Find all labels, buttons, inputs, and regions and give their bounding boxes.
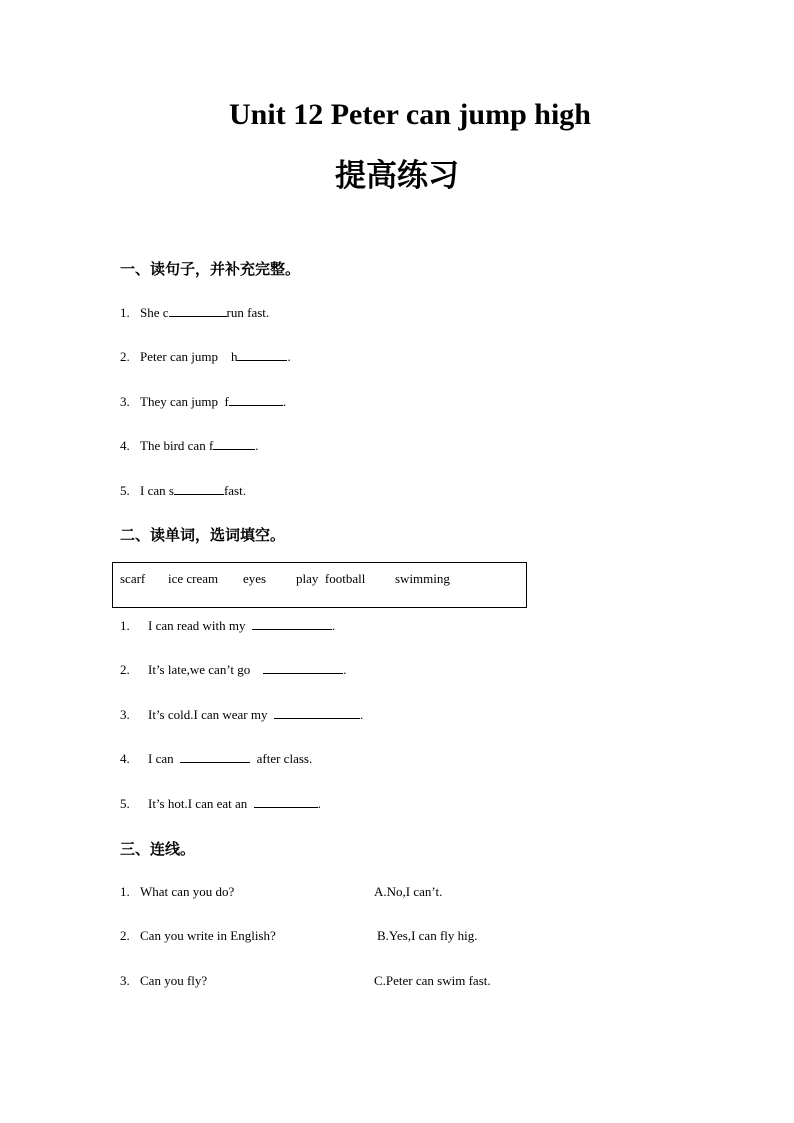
item-text-after: . (343, 662, 347, 677)
item-number: 3. (120, 707, 130, 722)
s2-item-3 (120, 706, 363, 723)
s3-question-1 (120, 884, 234, 900)
item-number: 4. (120, 751, 130, 766)
question-text: Can you fly? (140, 973, 208, 988)
answer-blank[interactable] (229, 393, 283, 406)
item-number: 4. (120, 438, 130, 453)
item-text-before: I can (148, 751, 181, 766)
s2-item-5 (120, 795, 321, 812)
s2-item-4 (120, 750, 312, 767)
item-text-after: . (359, 707, 364, 722)
s3-question-2 (120, 928, 276, 944)
item-text-before: They can jump f (140, 394, 229, 409)
item-text-before: I can read with my (148, 618, 252, 633)
answer-blank[interactable] (274, 706, 360, 719)
item-number: 2. (120, 349, 130, 364)
answer-blank[interactable] (252, 617, 332, 630)
item-number: 2. (120, 928, 130, 943)
item-text-before: She c (140, 305, 169, 320)
item-text-before: It’s cold.I can wear my (148, 707, 274, 722)
item-number: 1. (120, 884, 130, 899)
s1-item-1 (120, 304, 269, 321)
item-text-before: The bird can f (140, 438, 214, 453)
item-number: 1. (120, 305, 130, 320)
item-number: 1. (120, 618, 130, 633)
item-number: 3. (120, 973, 130, 988)
word-bank-word: swimming (395, 571, 450, 586)
answer-blank[interactable] (213, 437, 255, 450)
word-bank-word: ice cream (168, 571, 219, 586)
item-text-before: It’s late,we can’t go (148, 662, 264, 677)
word-bank-word: play football (296, 571, 366, 586)
s1-item-4 (120, 437, 259, 454)
item-text-before: I can s (140, 483, 174, 498)
item-text-after: . (282, 394, 287, 409)
question-text: What can you do? (140, 884, 235, 899)
item-number: 5. (120, 796, 130, 811)
answer-blank[interactable] (180, 750, 250, 763)
item-text-after: . (317, 796, 322, 811)
answer-blank[interactable] (174, 482, 224, 495)
item-number: 5. (120, 483, 130, 498)
answer-blank[interactable] (169, 304, 227, 317)
item-text-after: fast. (223, 483, 246, 498)
s2-item-1 (120, 617, 335, 634)
word-bank-box (112, 562, 527, 608)
section1-heading: 一、读句子，并补充完整。 (120, 260, 301, 278)
answer-blank[interactable] (263, 661, 343, 674)
answer-blank[interactable] (254, 795, 318, 808)
s2-item-2 (120, 661, 347, 678)
s1-item-2 (120, 348, 291, 365)
item-text-after: run fast. (226, 305, 270, 320)
item-text-after: . (331, 618, 336, 633)
item-text-after: . (255, 438, 259, 453)
item-text-before: It’s hot.I can eat an (148, 796, 254, 811)
s1-item-5 (120, 482, 246, 499)
item-number: 3. (120, 394, 130, 409)
answer-blank[interactable] (237, 348, 287, 361)
item-text-before: Peter can jump h (140, 349, 238, 364)
section3-heading: 三、连线。 (120, 840, 196, 858)
page-subtitle: 提高练习 (335, 158, 459, 194)
item-text-after: . (287, 349, 291, 364)
s3-answer-c: C.Peter can swim fast. (374, 973, 491, 988)
section2-heading: 二、读单词，选词填空。 (120, 526, 286, 544)
s1-item-3 (120, 393, 286, 410)
s3-question-3 (120, 973, 207, 989)
page-title: Unit 12 Peter can jump high (229, 98, 591, 131)
s3-answer-a: A.No,I can’t. (374, 884, 443, 899)
item-number: 2. (120, 662, 130, 677)
word-bank-word: scarf (120, 571, 146, 586)
item-text-after: after class. (250, 751, 313, 766)
word-bank-word: eyes (243, 571, 267, 586)
s3-answer-b: B.Yes,I can fly hig. (377, 928, 478, 943)
question-text: Can you write in English? (140, 928, 276, 943)
